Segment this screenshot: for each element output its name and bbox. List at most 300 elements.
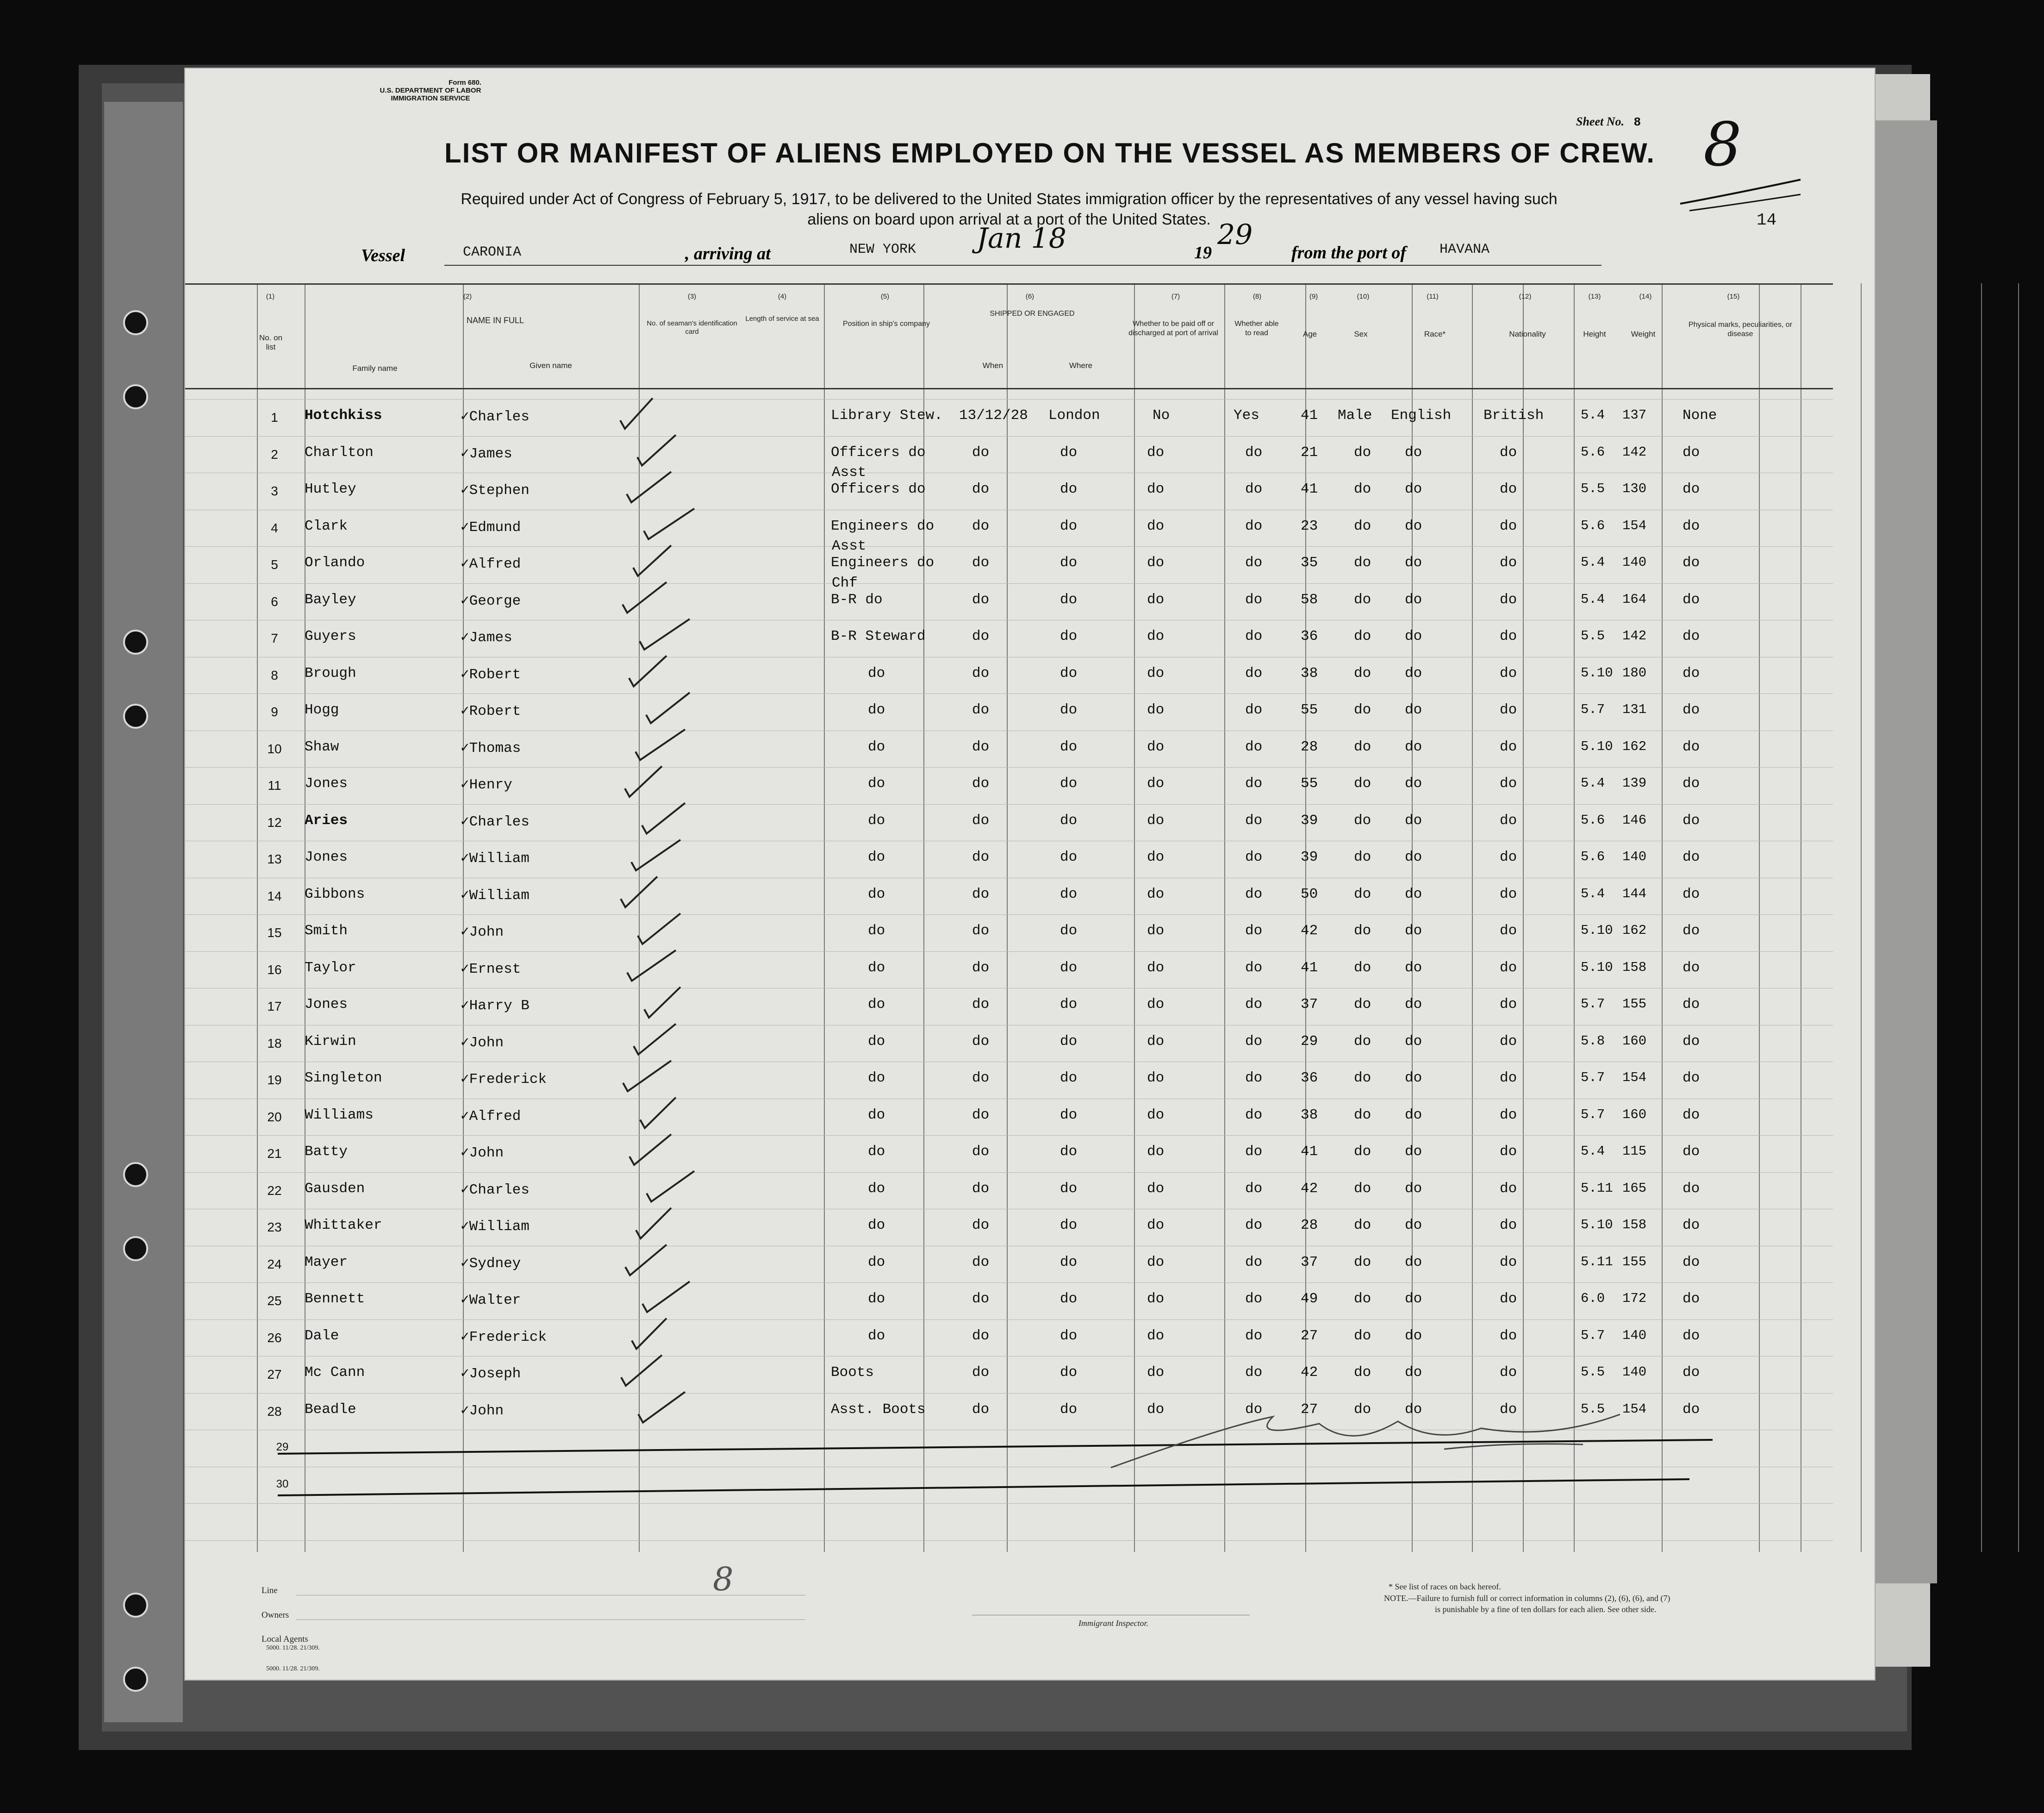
- race: do: [1405, 628, 1422, 644]
- row-number: 20: [267, 1109, 282, 1124]
- height: 5.4: [1581, 407, 1605, 423]
- able-to-read: do: [1245, 1291, 1263, 1307]
- family-name: Shaw: [305, 738, 339, 755]
- race: do: [1405, 923, 1422, 939]
- sex: do: [1354, 1327, 1371, 1344]
- race: do: [1405, 518, 1422, 534]
- age: 37: [1301, 1254, 1318, 1270]
- check-given-name: ✓Ernest: [461, 961, 521, 977]
- physical-marks: do: [1683, 1033, 1700, 1050]
- physical-marks: do: [1683, 555, 1700, 571]
- shipped-where: do: [1060, 1327, 1078, 1344]
- shipped-when: do: [972, 775, 990, 792]
- nationality: do: [1500, 812, 1517, 829]
- position: Boots: [831, 1364, 874, 1381]
- position: do: [868, 1254, 885, 1270]
- age: 39: [1301, 849, 1318, 865]
- position: Engineers do: [831, 518, 935, 534]
- check-given-name: ✓Charles: [461, 409, 530, 425]
- age: 55: [1301, 702, 1318, 718]
- pen-check-mark: [637, 435, 676, 466]
- column-number: (8): [1253, 293, 1262, 300]
- position: do: [868, 1144, 885, 1160]
- shipped-when: do: [972, 591, 990, 608]
- height: 5.5: [1581, 628, 1605, 644]
- able-to-read: do: [1245, 1144, 1263, 1160]
- family-name: Jones: [305, 775, 348, 792]
- paid-off: do: [1147, 518, 1165, 534]
- header-where: Where: [1069, 361, 1093, 370]
- pen-check-mark: [629, 656, 667, 687]
- pen-check-mark: [636, 1208, 671, 1238]
- footer-print-code-2: 5000. 11/28. 21/309.: [266, 1665, 320, 1672]
- year-handwritten: 29: [1217, 219, 1253, 251]
- row-number: 13: [267, 852, 282, 866]
- race: do: [1405, 849, 1422, 865]
- sex: do: [1354, 1254, 1371, 1270]
- position: do: [868, 1070, 885, 1086]
- footer-hand-mark: 8: [713, 1560, 734, 1598]
- check-given-name: ✓William: [461, 1219, 530, 1235]
- column-number: (2): [463, 293, 472, 300]
- shipped-where: do: [1060, 518, 1078, 534]
- physical-marks: do: [1683, 1327, 1700, 1344]
- check-given-name: ✓Robert: [461, 666, 521, 683]
- departure-port: HAVANA: [1440, 242, 1490, 257]
- row-number: 9: [271, 705, 278, 719]
- shipped-where: do: [1060, 628, 1078, 644]
- row-number: 30: [276, 1477, 289, 1490]
- able-to-read: do: [1245, 886, 1263, 902]
- able-to-read: do: [1245, 628, 1263, 644]
- row-number: 28: [267, 1404, 282, 1419]
- physical-marks: do: [1683, 1107, 1700, 1123]
- nationality: do: [1500, 1107, 1517, 1123]
- shipped-when: do: [972, 1217, 990, 1233]
- pen-check-mark: [627, 472, 671, 502]
- row-number: 1: [271, 410, 278, 425]
- sex: do: [1354, 959, 1371, 976]
- physical-marks: do: [1683, 775, 1700, 792]
- pen-check-mark: [634, 1024, 676, 1055]
- sex: do: [1354, 481, 1371, 497]
- height: 5.4: [1581, 555, 1605, 570]
- physical-marks: do: [1683, 665, 1700, 681]
- able-to-read: Yes: [1234, 407, 1259, 424]
- height: 5.5: [1581, 1401, 1605, 1417]
- column-number: (12): [1519, 293, 1532, 300]
- check-given-name: ✓George: [461, 593, 521, 609]
- paid-off: do: [1147, 738, 1165, 755]
- able-to-read: do: [1245, 665, 1263, 681]
- check-given-name: ✓Stephen: [461, 482, 530, 499]
- paid-off: do: [1147, 665, 1165, 681]
- shipped-where: do: [1060, 702, 1078, 718]
- race: do: [1405, 665, 1422, 681]
- nationality: do: [1500, 959, 1517, 976]
- paid-off: do: [1147, 1327, 1165, 1344]
- race: do: [1405, 1070, 1422, 1086]
- family-name: Brough: [305, 665, 356, 681]
- weight: 130: [1622, 481, 1647, 496]
- sex: do: [1354, 665, 1371, 681]
- row-number: 10: [267, 741, 282, 756]
- shipped-where: do: [1060, 1070, 1078, 1086]
- family-name: Gausden: [305, 1180, 365, 1197]
- family-name: Jones: [305, 996, 348, 1013]
- shipped-when: 13/12/28: [959, 407, 1028, 424]
- physical-marks: do: [1683, 849, 1700, 865]
- able-to-read: do: [1245, 1070, 1263, 1086]
- shipped-where: do: [1060, 591, 1078, 608]
- check-given-name: ✓Alfred: [461, 556, 521, 572]
- physical-marks: None: [1683, 407, 1717, 424]
- header-physical-marks: Physical marks, peculiarities, or disease: [1688, 321, 1793, 338]
- shipped-when: do: [972, 886, 990, 902]
- age: 28: [1301, 1217, 1318, 1233]
- weight: 131: [1622, 702, 1647, 717]
- height: 5.6: [1581, 812, 1605, 828]
- family-name: Mc Cann: [305, 1364, 365, 1381]
- inspector-label: Immigrant Inspector.: [1078, 1619, 1148, 1628]
- header-weight: Weight: [1631, 330, 1656, 338]
- pen-check-mark: [636, 730, 685, 760]
- physical-marks: do: [1683, 1217, 1700, 1233]
- row-number: 29: [276, 1441, 289, 1453]
- able-to-read: do: [1245, 738, 1263, 755]
- age: 50: [1301, 886, 1318, 902]
- document-title: LIST OR MANIFEST OF ALIENS EMPLOYED ON THE VESSEL AS MEMBERS OF CREW.: [444, 138, 1655, 169]
- able-to-read: do: [1245, 959, 1263, 976]
- shipped-where: do: [1060, 1364, 1078, 1381]
- paid-off: do: [1147, 996, 1165, 1013]
- row-number: 2: [271, 447, 278, 462]
- height: 5.6: [1581, 444, 1605, 460]
- shipped-where: do: [1060, 444, 1078, 461]
- age: 38: [1301, 1107, 1318, 1123]
- family-name: Hotchkiss: [305, 407, 382, 424]
- age: 27: [1301, 1401, 1318, 1418]
- weight: 158: [1622, 959, 1647, 975]
- shipped-when: do: [972, 1107, 990, 1123]
- form-number: Form 680.: [449, 79, 481, 87]
- shipped-where: do: [1060, 812, 1078, 829]
- race: do: [1405, 812, 1422, 829]
- physical-marks: do: [1683, 628, 1700, 644]
- check-given-name: ✓Joseph: [461, 1366, 521, 1382]
- position: B-R Steward: [831, 628, 926, 644]
- nationality: do: [1500, 1070, 1517, 1086]
- sex: do: [1354, 702, 1371, 718]
- shipped-when: do: [972, 1070, 990, 1086]
- shipped-where: do: [1060, 1144, 1078, 1160]
- header-sex: Sex: [1354, 330, 1368, 338]
- check-given-name: ✓Charles: [461, 1182, 530, 1198]
- position: do: [868, 775, 885, 792]
- header-no-on-list: No. on list: [259, 333, 283, 351]
- family-name: Hogg: [305, 702, 339, 718]
- paid-off: do: [1147, 1217, 1165, 1233]
- nationality: do: [1500, 1180, 1517, 1197]
- physical-marks: do: [1683, 481, 1700, 497]
- race: do: [1405, 1217, 1422, 1233]
- pen-check-mark: [620, 398, 653, 429]
- row-number: 22: [267, 1183, 282, 1198]
- subtitle-line-1: Required under Act of Congress of February 5, 1917, to be delivered to the United States immigration officer by the representatives of any vessel having such: [461, 190, 1558, 208]
- check-given-name: ✓Sydney: [461, 1255, 521, 1272]
- family-name: Gibbons: [305, 886, 365, 902]
- paid-off: do: [1147, 923, 1165, 939]
- height: 5.11: [1581, 1180, 1613, 1196]
- check-given-name: ✓Thomas: [461, 740, 521, 756]
- sex: do: [1354, 849, 1371, 865]
- able-to-read: do: [1245, 1364, 1263, 1381]
- race: do: [1405, 591, 1422, 608]
- able-to-read: do: [1245, 1107, 1263, 1123]
- shipped-when: do: [972, 702, 990, 718]
- weight: 158: [1622, 1217, 1647, 1232]
- age: 38: [1301, 665, 1318, 681]
- shipped-where: do: [1060, 665, 1078, 681]
- height: 5.4: [1581, 775, 1605, 791]
- family-name: Whittaker: [305, 1217, 382, 1233]
- paid-off: do: [1147, 1364, 1165, 1381]
- paid-off: do: [1147, 959, 1165, 976]
- header-height: Height: [1583, 330, 1606, 338]
- shipped-where: do: [1060, 1291, 1078, 1307]
- sex: do: [1354, 1401, 1371, 1418]
- check-given-name: ✓Charles: [461, 813, 530, 830]
- height: 5.7: [1581, 996, 1605, 1012]
- row-number: 8: [271, 668, 278, 682]
- position-prefix: Chf: [832, 575, 858, 591]
- check-given-name: ✓Alfred: [461, 1108, 521, 1125]
- shipped-where: do: [1060, 1180, 1078, 1197]
- check-given-name: ✓James: [461, 445, 512, 462]
- age: 35: [1301, 555, 1318, 571]
- pen-check-mark: [623, 1061, 671, 1091]
- height: 5.10: [1581, 923, 1613, 938]
- pen-check-mark: [623, 582, 667, 613]
- family-name: Bennett: [305, 1291, 365, 1307]
- header-position: Position in ship's company: [842, 320, 930, 328]
- position: Officers do: [831, 444, 926, 461]
- position: do: [868, 1033, 885, 1050]
- header-length-service: Length of service at sea: [745, 315, 819, 323]
- height: 5.5: [1581, 481, 1605, 496]
- weight: 160: [1622, 1033, 1647, 1049]
- shipped-where: do: [1060, 1033, 1078, 1050]
- age: 41: [1301, 959, 1318, 976]
- footnote-line-2: is punishable by a fine of ten dollars for each alien. See other side.: [1435, 1605, 1657, 1614]
- position: do: [868, 923, 885, 939]
- shipped-when: do: [972, 1291, 990, 1307]
- pen-check-mark: [640, 1098, 676, 1128]
- service-name: IMMIGRATION SERVICE: [391, 94, 470, 102]
- row-number: 15: [267, 925, 282, 940]
- pen-check-mark: [640, 619, 690, 650]
- footer-owners-label: Owners: [262, 1610, 289, 1620]
- column-number: (3): [687, 293, 697, 300]
- height: 5.6: [1581, 518, 1605, 533]
- row-number: 7: [271, 631, 278, 645]
- age: 41: [1301, 1144, 1318, 1160]
- height: 5.10: [1581, 665, 1613, 681]
- check-given-name: ✓William: [461, 850, 530, 867]
- weight: 162: [1622, 738, 1647, 754]
- race: English: [1391, 407, 1452, 424]
- age: 23: [1301, 518, 1318, 534]
- position: do: [868, 1217, 885, 1233]
- from-port-label: from the port of: [1291, 243, 1407, 263]
- race: do: [1405, 1180, 1422, 1197]
- family-name: Taylor: [305, 959, 356, 976]
- shipped-when: do: [972, 1254, 990, 1270]
- able-to-read: do: [1245, 481, 1263, 497]
- paid-off: do: [1147, 1107, 1165, 1123]
- height: 5.7: [1581, 1107, 1605, 1122]
- able-to-read: do: [1245, 1401, 1263, 1418]
- weight: 137: [1622, 407, 1647, 423]
- year-prefix: 19: [1194, 243, 1212, 263]
- height: 5.6: [1581, 849, 1605, 864]
- position: do: [868, 959, 885, 976]
- pen-check-mark: [629, 1134, 671, 1165]
- check-given-name: ✓John: [461, 1034, 504, 1051]
- paid-off: do: [1147, 1033, 1165, 1050]
- height: 5.7: [1581, 1327, 1605, 1343]
- header-nationality: Nationality: [1509, 330, 1546, 338]
- paid-off: do: [1147, 481, 1165, 497]
- position: Library Stew.: [831, 407, 943, 424]
- pen-check-mark: [625, 766, 662, 797]
- header-when: When: [982, 361, 1003, 370]
- weight: 139: [1622, 775, 1647, 791]
- column-number: (11): [1427, 293, 1439, 300]
- height: 5.7: [1581, 702, 1605, 717]
- able-to-read: do: [1245, 1180, 1263, 1197]
- sex: do: [1354, 1217, 1371, 1233]
- column-number: (15): [1727, 293, 1740, 300]
- pen-check-mark: [638, 913, 680, 944]
- physical-marks: do: [1683, 591, 1700, 608]
- shipped-when: do: [972, 1327, 990, 1344]
- check-given-name: ✓James: [461, 630, 512, 646]
- family-name: Guyers: [305, 628, 356, 644]
- race: do: [1405, 738, 1422, 755]
- paid-off: do: [1147, 1070, 1165, 1086]
- race: do: [1405, 1254, 1422, 1270]
- height: 5.4: [1581, 1144, 1605, 1159]
- row-number: 24: [267, 1257, 282, 1271]
- position: do: [868, 849, 885, 865]
- nationality: do: [1500, 481, 1517, 497]
- footnote-races: * See list of races on back hereof.: [1389, 1582, 1501, 1591]
- age: 41: [1301, 407, 1318, 424]
- position: do: [868, 702, 885, 718]
- height: 5.10: [1581, 738, 1613, 754]
- paid-off: do: [1147, 1401, 1165, 1418]
- weight: 160: [1622, 1107, 1647, 1122]
- age: 29: [1301, 1033, 1318, 1050]
- paid-off: do: [1147, 555, 1165, 571]
- sex: do: [1354, 886, 1371, 902]
- shipped-when: do: [972, 849, 990, 865]
- age: 21: [1301, 444, 1318, 461]
- position-prefix: Asst: [832, 464, 866, 481]
- able-to-read: do: [1245, 702, 1263, 718]
- race: do: [1405, 1401, 1422, 1418]
- shipped-when: do: [972, 996, 990, 1013]
- weight: 154: [1622, 518, 1647, 533]
- paid-off: do: [1147, 1254, 1165, 1270]
- check-given-name: ✓Walter: [461, 1292, 521, 1308]
- height: 5.5: [1581, 1364, 1605, 1380]
- able-to-read: do: [1245, 1217, 1263, 1233]
- race: do: [1405, 775, 1422, 792]
- sex: do: [1354, 738, 1371, 755]
- height: 5.10: [1581, 1217, 1613, 1232]
- age: 49: [1301, 1291, 1318, 1307]
- position: do: [868, 812, 885, 829]
- sex: do: [1354, 1070, 1371, 1086]
- sex: do: [1354, 923, 1371, 939]
- footnote-line-1: NOTE.—Failure to furnish full or correct information in columns (2), (6), (6), and (7): [1384, 1594, 1670, 1603]
- family-name: Aries: [305, 812, 348, 829]
- sex: do: [1354, 996, 1371, 1013]
- nationality: do: [1500, 1291, 1517, 1307]
- height: 5.8: [1581, 1033, 1605, 1049]
- shipped-where: do: [1060, 959, 1078, 976]
- header-race: Race*: [1424, 330, 1446, 338]
- family-name: Hutley: [305, 481, 356, 497]
- weight: 140: [1622, 1327, 1647, 1343]
- race: do: [1405, 886, 1422, 902]
- paid-off: do: [1147, 444, 1165, 461]
- family-name: Clark: [305, 518, 348, 534]
- column-number: (1): [266, 293, 275, 300]
- row-number: 17: [267, 999, 282, 1013]
- shipped-when: do: [972, 665, 990, 681]
- position: B-R do: [831, 591, 883, 608]
- check-given-name: ✓John: [461, 1145, 504, 1161]
- physical-marks: do: [1683, 812, 1700, 829]
- paid-off: do: [1147, 1144, 1165, 1160]
- paid-off: do: [1147, 775, 1165, 792]
- physical-marks: do: [1683, 444, 1700, 461]
- weight: 144: [1622, 886, 1647, 901]
- nationality: do: [1500, 775, 1517, 792]
- shipped-where: do: [1060, 775, 1078, 792]
- sex: do: [1354, 628, 1371, 644]
- physical-marks: do: [1683, 886, 1700, 902]
- nationality: do: [1500, 996, 1517, 1013]
- position-prefix: Asst: [832, 538, 866, 554]
- family-name: Mayer: [305, 1254, 348, 1270]
- physical-marks: do: [1683, 996, 1700, 1013]
- race: do: [1405, 1144, 1422, 1160]
- family-name: Williams: [305, 1107, 374, 1123]
- nationality: do: [1500, 1327, 1517, 1344]
- weight: 164: [1622, 591, 1647, 607]
- able-to-read: do: [1245, 775, 1263, 792]
- family-name: Orlando: [305, 555, 365, 571]
- able-to-read: do: [1245, 996, 1263, 1013]
- physical-marks: do: [1683, 738, 1700, 755]
- physical-marks: do: [1683, 959, 1700, 976]
- physical-marks: do: [1683, 1144, 1700, 1160]
- shipped-when: do: [972, 481, 990, 497]
